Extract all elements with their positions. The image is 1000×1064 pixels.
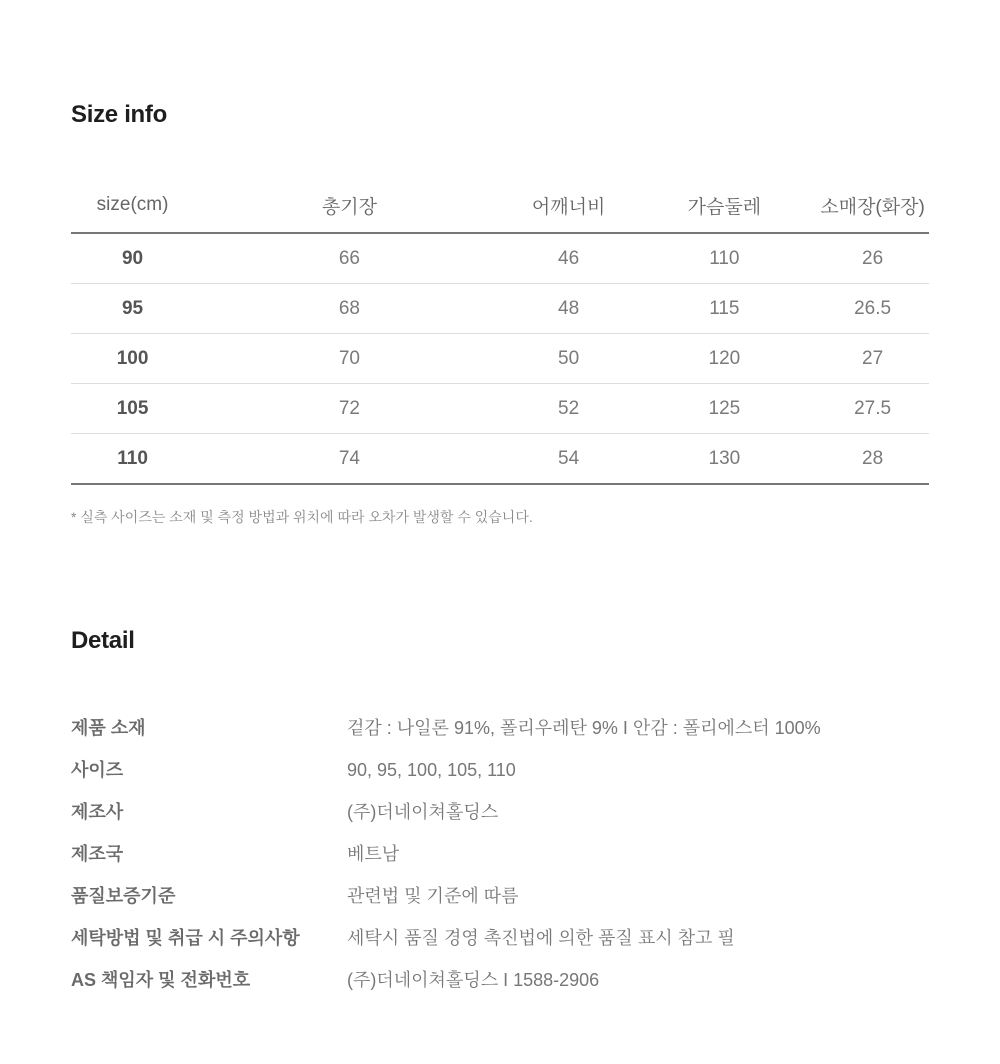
detail-value: (주)더네이쳐홀딩스 I 1588-2906 xyxy=(347,970,600,990)
detail-title: Detail xyxy=(71,627,135,654)
size-cell: 100 xyxy=(71,334,194,384)
total-length-cell: 66 xyxy=(194,233,505,284)
table-row xyxy=(71,233,929,284)
detail-label: 세탁방법 및 취급 시 주의사항 xyxy=(71,928,300,948)
header-size: size(cm) xyxy=(71,178,194,233)
sleeve-length-cell: 27.5 xyxy=(816,384,929,434)
detail-value: 90, 95, 100, 105, 110 xyxy=(347,760,516,780)
sleeve-length-cell: 26 xyxy=(816,233,929,284)
size-table-header-row xyxy=(71,178,929,233)
table-row xyxy=(71,284,929,334)
detail-row-as-contact xyxy=(71,966,929,1008)
size-table xyxy=(71,178,929,485)
detail-label: AS 책임자 및 전화번호 xyxy=(71,970,251,990)
detail-row-manufacturer xyxy=(71,798,929,840)
size-cell: 105 xyxy=(71,384,194,434)
total-length-cell: 70 xyxy=(194,334,505,384)
detail-row-washing xyxy=(71,924,929,966)
size-info-title: Size info xyxy=(71,101,167,128)
total-length-cell: 68 xyxy=(194,284,505,334)
table-row xyxy=(71,384,929,434)
size-disclaimer-note: * 실측 사이즈는 소재 및 측정 방법과 위치에 따라 오차가 발생할 수 있습니다. xyxy=(71,509,533,525)
detail-label: 제조사 xyxy=(71,802,124,822)
detail-value: (주)더네이쳐홀딩스 xyxy=(347,802,499,822)
detail-list xyxy=(71,714,929,1008)
shoulder-width-cell: 48 xyxy=(505,284,633,334)
chest-cell: 115 xyxy=(633,284,817,334)
detail-value: 관련법 및 기준에 따름 xyxy=(347,886,519,906)
table-row xyxy=(71,334,929,384)
sleeve-length-cell: 26.5 xyxy=(816,284,929,334)
detail-value: 겉감 : 나일론 91%, 폴리우레탄 9% I 안감 : 폴리에스터 100% xyxy=(347,718,821,738)
chest-cell: 125 xyxy=(633,384,817,434)
size-cell: 90 xyxy=(71,233,194,284)
detail-label: 품질보증기준 xyxy=(71,886,176,906)
size-cell: 110 xyxy=(71,434,194,485)
shoulder-width-cell: 52 xyxy=(505,384,633,434)
table-row xyxy=(71,434,929,485)
sleeve-length-cell: 28 xyxy=(816,434,929,485)
detail-value: 베트남 xyxy=(347,844,400,864)
header-shoulder-width: 어깨너비 xyxy=(505,178,633,233)
chest-cell: 120 xyxy=(633,334,817,384)
detail-row-country xyxy=(71,840,929,882)
sleeve-length-cell: 27 xyxy=(816,334,929,384)
detail-value: 세탁시 품질 경영 촉진법에 의한 품질 표시 참고 필 xyxy=(347,928,735,948)
detail-label: 사이즈 xyxy=(71,760,124,780)
shoulder-width-cell: 46 xyxy=(505,233,633,284)
header-chest: 가슴둘레 xyxy=(633,178,817,233)
header-sleeve-length: 소매장(화장) xyxy=(816,178,929,233)
detail-row-quality-standard xyxy=(71,882,929,924)
shoulder-width-cell: 50 xyxy=(505,334,633,384)
chest-cell: 130 xyxy=(633,434,817,485)
header-total-length: 총기장 xyxy=(194,178,505,233)
detail-row-material xyxy=(71,714,929,756)
shoulder-width-cell: 54 xyxy=(505,434,633,485)
chest-cell: 110 xyxy=(633,233,817,284)
size-cell: 95 xyxy=(71,284,194,334)
detail-label: 제조국 xyxy=(71,844,124,864)
detail-label: 제품 소재 xyxy=(71,718,146,738)
detail-row-size xyxy=(71,756,929,798)
total-length-cell: 72 xyxy=(194,384,505,434)
total-length-cell: 74 xyxy=(194,434,505,485)
